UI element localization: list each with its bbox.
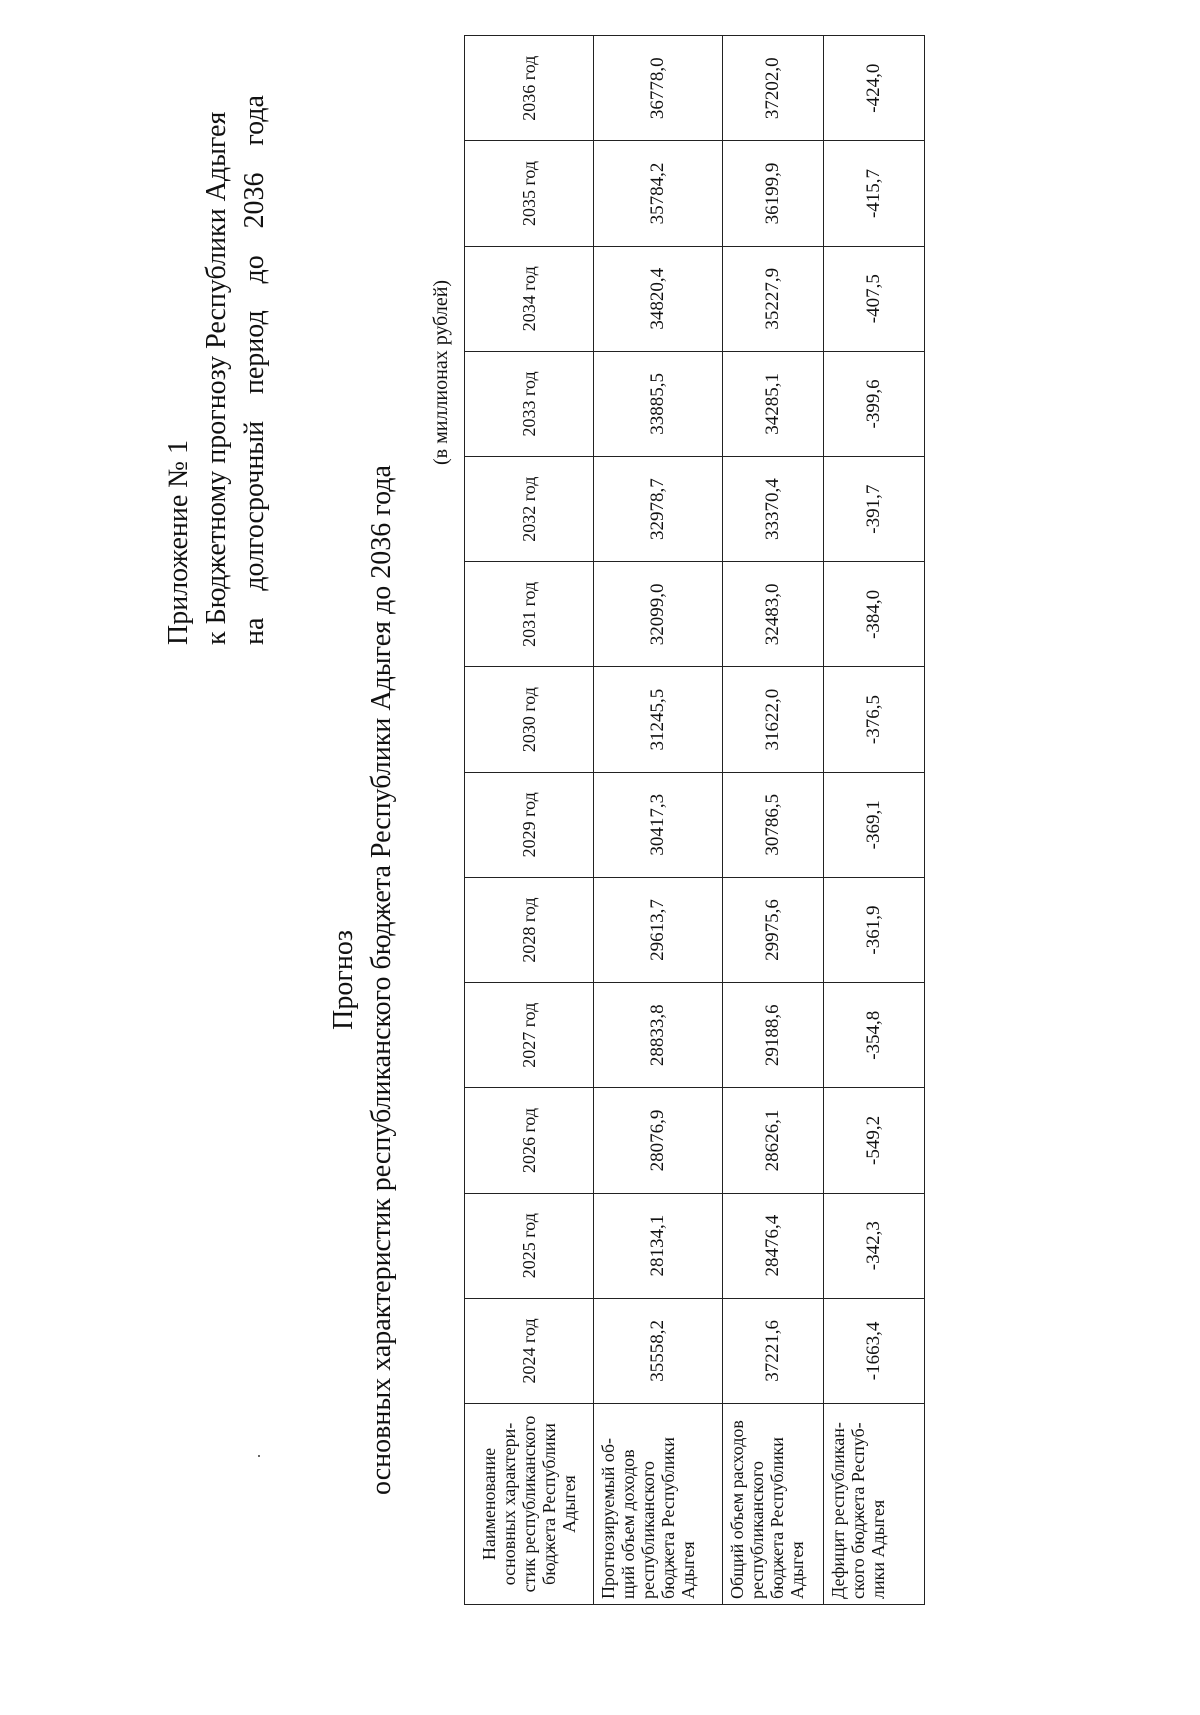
appendix-period-word: период bbox=[239, 310, 270, 395]
table-cell: -354,8 bbox=[824, 983, 925, 1088]
table-cell: 33885,5 bbox=[594, 351, 723, 456]
scan-speck bbox=[258, 1455, 260, 1457]
table-cell: -407,5 bbox=[824, 246, 925, 351]
table-row-revenue bbox=[594, 36, 723, 1605]
appendix-period-word: на bbox=[239, 617, 270, 645]
table-cell: -1663,4 bbox=[824, 1298, 925, 1403]
units-note: (в миллионах рублей) bbox=[430, 279, 452, 465]
appendix-period bbox=[236, 95, 274, 645]
column-header-year: 2030 год bbox=[465, 667, 594, 772]
table-cell: -424,0 bbox=[824, 36, 925, 141]
table-cell: -399,6 bbox=[824, 351, 925, 456]
title-main: Прогноз bbox=[328, 930, 359, 1030]
table-cell: 35558,2 bbox=[594, 1298, 723, 1403]
appendix-period-word: года bbox=[239, 95, 270, 146]
column-header-year: 2036 год bbox=[465, 36, 594, 141]
document-title bbox=[325, 355, 401, 1605]
table-cell: 28134,1 bbox=[594, 1193, 723, 1298]
table-cell: -549,2 bbox=[824, 1088, 925, 1193]
row-label: Прогнозируемый об-щий объем доходов республиканского бюджета Республики Адыгея bbox=[594, 1404, 723, 1605]
column-header-year: 2027 год bbox=[465, 983, 594, 1088]
table-cell: 28076,9 bbox=[594, 1088, 723, 1193]
column-header-year: 2025 год bbox=[465, 1193, 594, 1298]
table-cell: -369,1 bbox=[824, 772, 925, 877]
table-cell: 35784,2 bbox=[594, 141, 723, 246]
table-cell: 32483,0 bbox=[723, 562, 824, 667]
table-cell: 32978,7 bbox=[594, 457, 723, 562]
table-cell: 28476,4 bbox=[723, 1193, 824, 1298]
table-cell: 29613,7 bbox=[594, 877, 723, 982]
title-subtitle: основных характеристик республиканского бюджета Республики Адыгея до 2036 года bbox=[366, 465, 397, 1495]
table-row-expenditure bbox=[723, 36, 824, 1605]
budget-forecast-table bbox=[464, 35, 925, 1605]
appendix-period-word: долгосрочный bbox=[239, 420, 270, 591]
row-label: Дефицит республикан-ского бюджета Респуб-лики Адыгея bbox=[824, 1404, 925, 1605]
table-cell: 35227,9 bbox=[723, 246, 824, 351]
table-cell: -342,3 bbox=[824, 1193, 925, 1298]
table-cell: 29975,6 bbox=[723, 877, 824, 982]
table-cell: 30417,3 bbox=[594, 772, 723, 877]
table-cell: -384,0 bbox=[824, 562, 925, 667]
column-header-year: 2031 год bbox=[465, 562, 594, 667]
table-cell: -361,9 bbox=[824, 877, 925, 982]
table-cell: 30786,5 bbox=[723, 772, 824, 877]
table-cell: 34285,1 bbox=[723, 351, 824, 456]
column-header-year: 2034 год bbox=[465, 246, 594, 351]
column-header-year: 2028 год bbox=[465, 877, 594, 982]
column-header-year: 2024 год bbox=[465, 1298, 594, 1403]
table-cell: 32099,0 bbox=[594, 562, 723, 667]
appendix-period-word: 2036 bbox=[239, 172, 270, 229]
column-header-year: 2032 год bbox=[465, 457, 594, 562]
table-cell: 36778,0 bbox=[594, 36, 723, 141]
appendix-reference: к Бюджетному прогнозу Республики Адыгея bbox=[201, 111, 232, 645]
column-header-name: Наименование основных характери-стик республиканского бюджета Республики Адыгея bbox=[465, 1404, 594, 1605]
table-cell: -415,7 bbox=[824, 141, 925, 246]
column-header-year: 2026 год bbox=[465, 1088, 594, 1193]
appendix-number: Приложение № 1 bbox=[163, 440, 194, 645]
column-header-year: 2029 год bbox=[465, 772, 594, 877]
column-header-year: 2035 год bbox=[465, 141, 594, 246]
table-cell: -391,7 bbox=[824, 457, 925, 562]
row-label: Общий объем расходов республиканского бюджета Республики Адыгея bbox=[723, 1404, 824, 1605]
appendix-period-word: до bbox=[239, 255, 270, 284]
table-cell: 34820,4 bbox=[594, 246, 723, 351]
table-cell: 37202,0 bbox=[723, 36, 824, 141]
table-cell: 31245,5 bbox=[594, 667, 723, 772]
table-row-deficit bbox=[824, 36, 925, 1605]
table-cell: 37221,6 bbox=[723, 1298, 824, 1403]
table-cell: 29188,6 bbox=[723, 983, 824, 1088]
table-cell: 36199,9 bbox=[723, 141, 824, 246]
appendix-heading bbox=[160, 25, 274, 1605]
table-header-row bbox=[465, 36, 594, 1605]
table-cell: 28626,1 bbox=[723, 1088, 824, 1193]
table-cell: 33370,4 bbox=[723, 457, 824, 562]
column-header-year: 2033 год bbox=[465, 351, 594, 456]
table-cell: 31622,0 bbox=[723, 667, 824, 772]
table-cell: -376,5 bbox=[824, 667, 925, 772]
table-cell: 28833,8 bbox=[594, 983, 723, 1088]
